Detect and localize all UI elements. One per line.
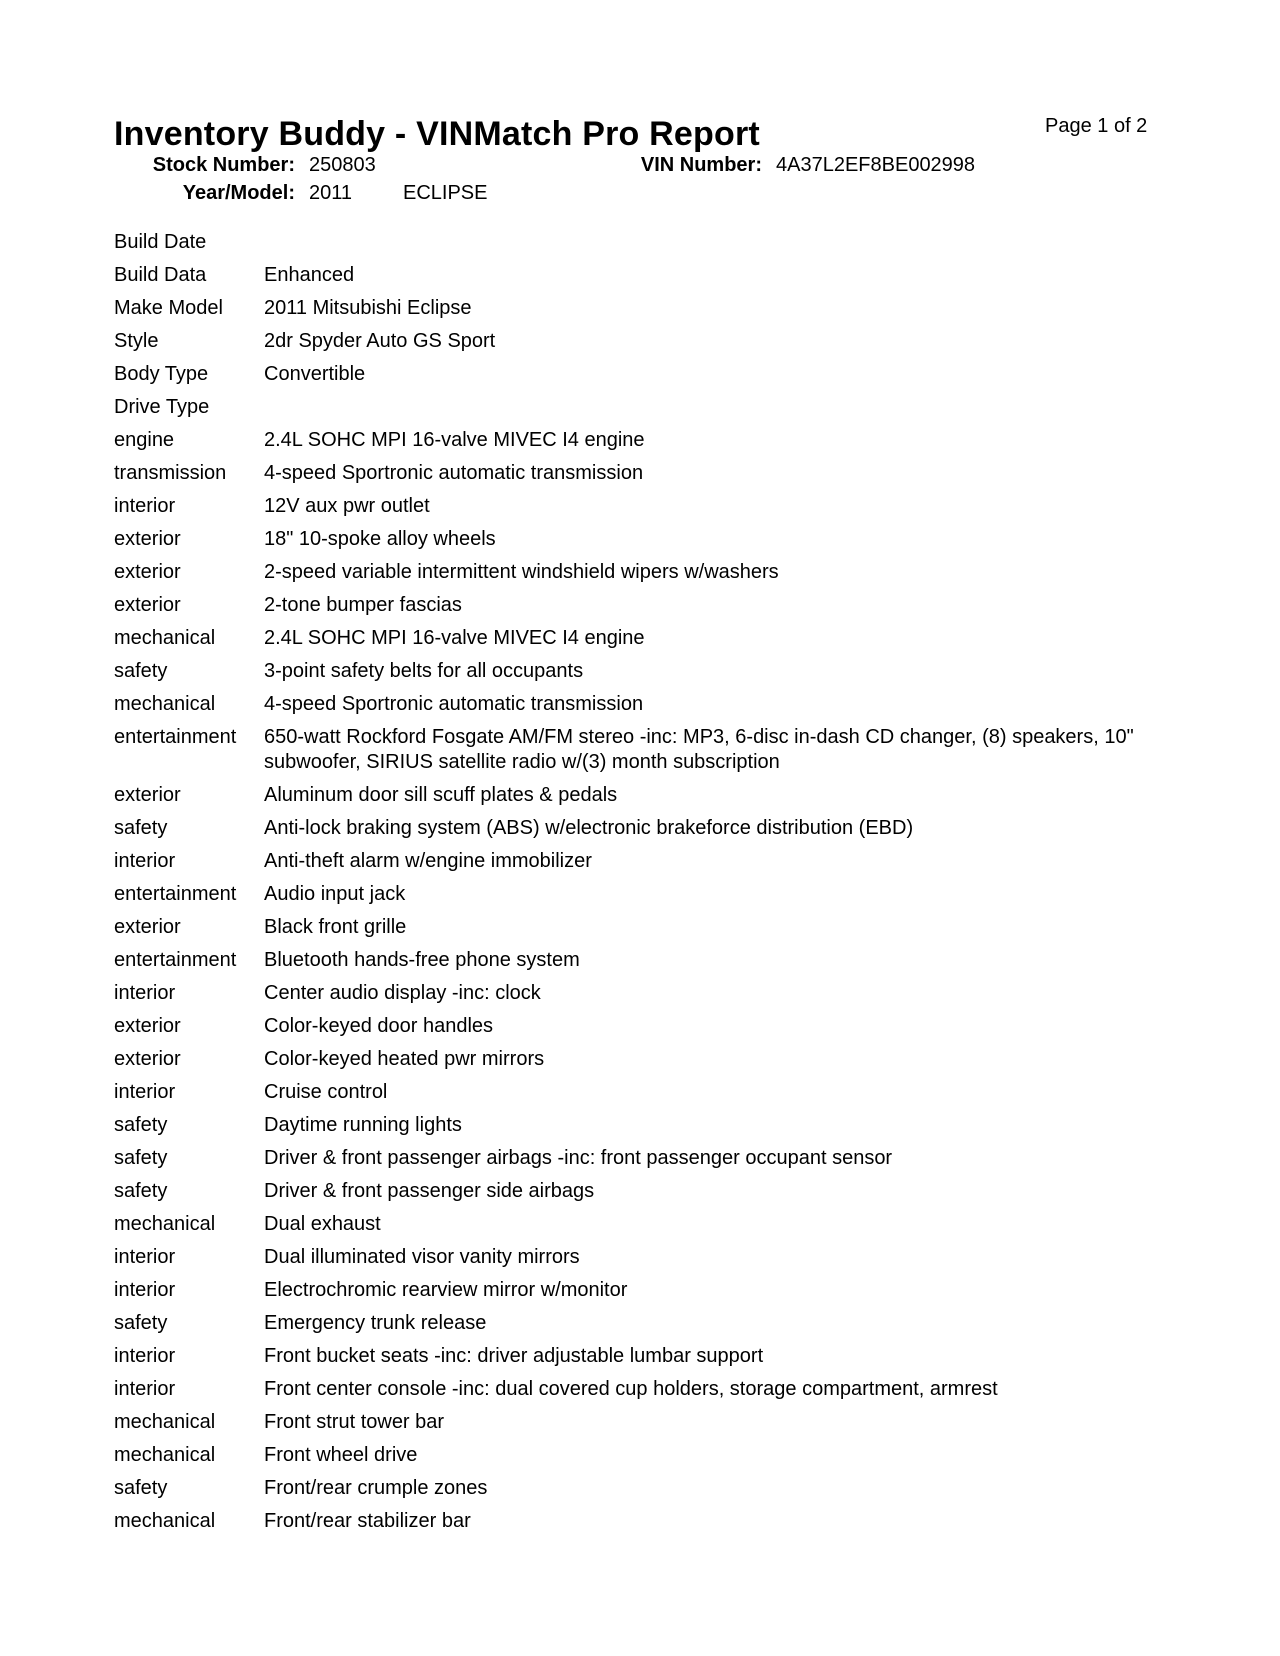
spec-label: mechanical	[114, 1510, 216, 1532]
spec-label: safety	[114, 1147, 168, 1169]
spec-label: interior	[114, 1081, 176, 1103]
spec-row	[114, 783, 1164, 808]
spec-value: Convertible	[264, 363, 366, 385]
spec-value: 2011 Mitsubishi Eclipse	[264, 297, 472, 319]
year-model-row	[0, 182, 1280, 208]
spec-value: Aluminum door sill scuff plates & pedals	[264, 784, 618, 806]
spec-value: Enhanced	[264, 264, 355, 286]
year-model-label: Year/Model:	[182, 182, 295, 204]
spec-label: Build Data	[114, 264, 207, 286]
spec-row	[114, 230, 1164, 255]
spec-row	[114, 362, 1164, 387]
spec-value: 4-speed Sportronic automatic transmission	[264, 462, 644, 484]
spec-row	[114, 1047, 1164, 1072]
spec-value: Front bucket seats -inc: driver adjustable lumbar support	[264, 1345, 764, 1367]
page-indicator: Page 1 of 2	[1045, 115, 1148, 137]
spec-label: exterior	[114, 784, 181, 806]
spec-row	[114, 329, 1164, 354]
spec-value: Bluetooth hands-free phone system	[264, 949, 580, 971]
spec-row	[114, 1476, 1164, 1501]
spec-value: Front/rear stabilizer bar	[264, 1510, 471, 1532]
spec-label: mechanical	[114, 1444, 216, 1466]
spec-value: Daytime running lights	[264, 1114, 462, 1136]
spec-value: Color-keyed door handles	[264, 1015, 494, 1037]
spec-label: interior	[114, 1279, 176, 1301]
spec-value: 2-speed variable intermittent windshield wipers w/washers	[264, 561, 779, 583]
spec-value: Front center console -inc: dual covered cup holders, storage compartment, armrest	[264, 1378, 998, 1400]
spec-row	[114, 626, 1164, 651]
spec-label: mechanical	[114, 627, 216, 649]
spec-label: safety	[114, 817, 168, 839]
spec-value: 2-tone bumper fascias	[264, 594, 462, 616]
spec-row	[114, 593, 1164, 618]
spec-label: Build Date	[114, 231, 207, 253]
spec-label: interior	[114, 850, 176, 872]
spec-label: mechanical	[114, 1411, 216, 1433]
spec-value: Color-keyed heated pwr mirrors	[264, 1048, 545, 1070]
spec-row	[114, 527, 1164, 552]
stock-number-value: 250803	[309, 154, 376, 176]
spec-row	[114, 1179, 1164, 1204]
spec-label: exterior	[114, 1048, 181, 1070]
spec-label: safety	[114, 660, 168, 682]
spec-label: Drive Type	[114, 396, 210, 418]
spec-value: 2dr Spyder Auto GS Sport	[264, 330, 496, 352]
spec-value: Anti-theft alarm w/engine immobilizer	[264, 850, 592, 872]
spec-label: interior	[114, 1345, 176, 1367]
spec-label: mechanical	[114, 693, 216, 715]
spec-value: Driver & front passenger side airbags	[264, 1180, 595, 1202]
spec-row	[114, 428, 1164, 453]
spec-row	[114, 560, 1164, 585]
model-value: ECLIPSE	[403, 182, 488, 204]
spec-label: entertainment	[114, 949, 237, 971]
spec-value: Audio input jack	[264, 883, 406, 905]
spec-row	[114, 263, 1164, 288]
spec-label: interior	[114, 1378, 176, 1400]
spec-row	[114, 1080, 1164, 1105]
spec-row	[114, 1113, 1164, 1138]
spec-label: mechanical	[114, 1213, 216, 1235]
spec-row	[114, 725, 1164, 775]
spec-row	[114, 1212, 1164, 1237]
spec-value: Black front grille	[264, 916, 407, 938]
spec-label: safety	[114, 1312, 168, 1334]
spec-value: Dual illuminated visor vanity mirrors	[264, 1246, 580, 1268]
spec-row	[114, 692, 1164, 717]
spec-label: interior	[114, 982, 176, 1004]
spec-label: Body Type	[114, 363, 209, 385]
spec-row	[114, 494, 1164, 519]
spec-value: Cruise control	[264, 1081, 388, 1103]
spec-row	[114, 849, 1164, 874]
spec-value: Emergency trunk release	[264, 1312, 487, 1334]
spec-value: 2.4L SOHC MPI 16-valve MIVEC I4 engine	[264, 627, 645, 649]
spec-value: 18" 10-spoke alloy wheels	[264, 528, 496, 550]
spec-label: exterior	[114, 1015, 181, 1037]
spec-label: safety	[114, 1477, 168, 1499]
spec-row	[114, 1509, 1164, 1534]
spec-label: interior	[114, 495, 176, 517]
spec-row	[114, 1311, 1164, 1336]
spec-value: Electrochromic rearview mirror w/monitor	[264, 1279, 628, 1301]
spec-label: exterior	[114, 528, 181, 550]
spec-label: safety	[114, 1180, 168, 1202]
spec-label: entertainment	[114, 726, 237, 748]
spec-label: exterior	[114, 594, 181, 616]
spec-row	[114, 1344, 1164, 1369]
spec-value: Front/rear crumple zones	[264, 1477, 488, 1499]
spec-value: Center audio display -inc: clock	[264, 982, 541, 1004]
spec-value: Driver & front passenger airbags -inc: front passenger occupant sensor	[264, 1147, 893, 1169]
spec-row	[114, 1014, 1164, 1039]
vin-label: VIN Number:	[640, 154, 762, 176]
year-value: 2011	[309, 182, 353, 204]
spec-row	[114, 395, 1164, 420]
spec-row	[114, 816, 1164, 841]
spec-value: 12V aux pwr outlet	[264, 495, 430, 517]
spec-row	[114, 1377, 1164, 1402]
spec-value: 3-point safety belts for all occupants	[264, 660, 584, 682]
spec-row	[114, 1443, 1164, 1468]
spec-row	[114, 1146, 1164, 1171]
spec-label: Style	[114, 330, 159, 352]
spec-label: engine	[114, 429, 175, 451]
report-title: Inventory Buddy - VINMatch Pro Report	[114, 115, 760, 153]
vin-value: 4A37L2EF8BE002998	[776, 154, 976, 176]
spec-label: interior	[114, 1246, 176, 1268]
spec-row	[114, 948, 1164, 973]
spec-value: Front strut tower bar	[264, 1411, 445, 1433]
spec-row	[114, 882, 1164, 907]
spec-label: Make Model	[114, 297, 223, 319]
spec-value: Anti-lock braking system (ABS) w/electronic brakeforce distribution (EBD)	[264, 817, 914, 839]
spec-value: Front wheel drive	[264, 1444, 418, 1466]
stock-number-row	[0, 154, 1280, 180]
spec-row	[114, 1410, 1164, 1435]
spec-row	[114, 915, 1164, 940]
spec-row	[114, 296, 1164, 321]
spec-label: safety	[114, 1114, 168, 1136]
spec-label: entertainment	[114, 883, 237, 905]
spec-list	[114, 230, 1164, 1542]
spec-value: 4-speed Sportronic automatic transmission	[264, 693, 644, 715]
spec-label: exterior	[114, 561, 181, 583]
stock-number-label: Stock Number:	[152, 154, 295, 176]
spec-value: Dual exhaust	[264, 1213, 381, 1235]
spec-row	[114, 461, 1164, 486]
spec-value: 2.4L SOHC MPI 16-valve MIVEC I4 engine	[264, 429, 645, 451]
spec-label: transmission	[114, 462, 227, 484]
spec-value: 650-watt Rockford Fosgate AM/FM stereo -inc: MP3, 6-disc in-dash CD changer, (8) speakers, 10" subwoofer, SIRIUS satellite radio w/(3) month subscription	[264, 726, 1134, 773]
spec-label: exterior	[114, 916, 181, 938]
spec-row	[114, 981, 1164, 1006]
spec-row	[114, 1245, 1164, 1270]
spec-row	[114, 1278, 1164, 1303]
spec-row	[114, 659, 1164, 684]
